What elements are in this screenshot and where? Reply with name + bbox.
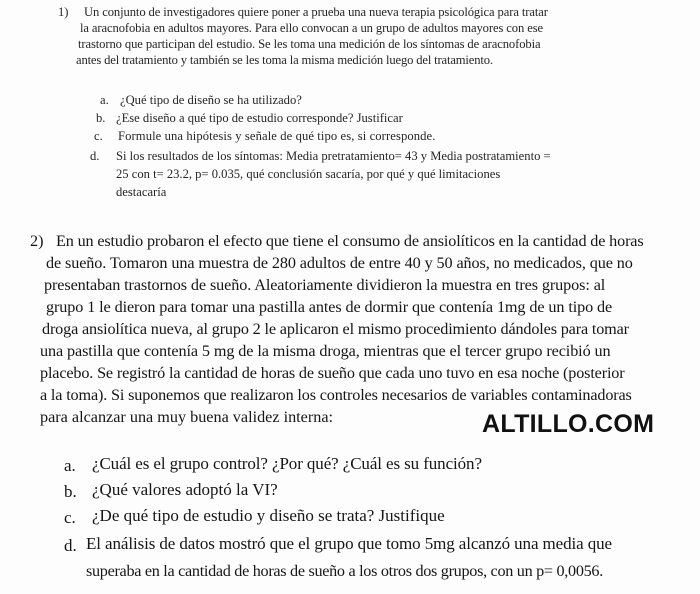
question-1-text-line: Un conjunto de investigadores quiere poner a prueba una nueva terapia psicológica para tratar bbox=[84, 5, 548, 19]
question-1-item-d-text-line: Si los resultados de los síntomas: Media pretratamiento= 43 y Media postratamiento = bbox=[116, 149, 551, 163]
question-2-text-line: En un estudio probaron el efecto que tiene el consumo de ansiolíticos en la cantidad de horas bbox=[56, 232, 644, 250]
question-2-text-line: de sueño. Tomaron una muestra de 280 adultos de entre 40 y 50 años, no medicados, que no bbox=[46, 254, 633, 272]
question-2-text-line: presentaban trastornos de sueño. Aleatoriamente dividieron la muestra en tres grupos: al bbox=[44, 276, 606, 294]
question-1-text-line: trastorno que participan del estudio. Se les toma una medición de los síntomas de aracnofobia bbox=[78, 37, 541, 51]
question-2-item-d-text-line: El análisis de datos mostró que el grupo que tomo 5mg alcanzó una media que bbox=[86, 534, 612, 553]
question-2-item-c-text: ¿De qué tipo de estudio y diseño se trata? Justifique bbox=[92, 506, 445, 525]
question-2-text-line: una pastilla que contenía 5 mg de la misma droga, mientras que el tercer grupo recibió un bbox=[40, 342, 611, 360]
question-2-number: 2) bbox=[30, 232, 44, 250]
question-2-item-a-text: ¿Cuál es el grupo control? ¿Por qué? ¿Cuál es su función? bbox=[92, 454, 482, 473]
question-1-item-a-letter: a. bbox=[100, 93, 109, 107]
question-2-item-d-letter: d. bbox=[64, 536, 77, 555]
question-1-item-c-letter: c. bbox=[94, 129, 103, 143]
question-2-text-line: placebo. Se registró la cantidad de horas de sueño que cada uno tuvo en esa noche (posterior bbox=[40, 364, 625, 382]
question-2-item-b-letter: b. bbox=[64, 482, 77, 501]
question-1-number: 1) bbox=[58, 5, 69, 19]
question-1-text-line: la aracnofobia en adultos mayores. Para ello convocan a un grupo de adultos mayores con ese bbox=[80, 21, 544, 35]
question-2-text-line: para alcanzar una muy buena validez interna: bbox=[40, 408, 334, 426]
question-1-item-c-text: Formule una hipótesis y señale de qué tipo es, si corresponde. bbox=[118, 129, 436, 143]
question-2-text-line: droga ansiolítica nueva, al grupo 2 le aplicaron el mismo procedimiento dándoles para tomar bbox=[42, 320, 629, 338]
question-2-text-line: grupo 1 le dieron para tomar una pastilla antes de dormir que contenía 1mg de un tipo de bbox=[46, 298, 613, 316]
question-1-text-line: antes del tratamiento y también se les toma la misma medición luego del tratamiento. bbox=[76, 53, 493, 67]
question-1-item-d-letter: d. bbox=[90, 149, 100, 163]
question-1-item-b-letter: b. bbox=[96, 111, 106, 125]
question-1-item-a-text: ¿Qué tipo de diseño se ha utilizado? bbox=[120, 93, 302, 107]
question-1-item-d-text-line: 25 con t= 23.2, p= 0.035, qué conclusión sacaría, por qué y qué limitaciones bbox=[116, 167, 501, 181]
question-1-item-b-text: ¿Ese diseño a qué tipo de estudio corresponde? Justificar bbox=[116, 111, 403, 125]
watermark-logo: ALTILLO.COM bbox=[482, 410, 655, 438]
question-2-item-b-text: ¿Qué valores adoptó la VI? bbox=[92, 480, 278, 499]
question-2-item-c-letter: c. bbox=[64, 508, 76, 527]
question-2-item-a-letter: a. bbox=[64, 456, 76, 475]
question-2-text-line: a la toma). Si suponemos que realizaron los controles necesarios de variables contaminadoras bbox=[40, 386, 632, 404]
question-1-item-d-text-line: destacaría bbox=[116, 185, 167, 199]
question-2-item-d-text-line: superaba en la cantidad de horas de sueño a los otros dos grupos, con un p= 0,0056. bbox=[86, 562, 603, 580]
